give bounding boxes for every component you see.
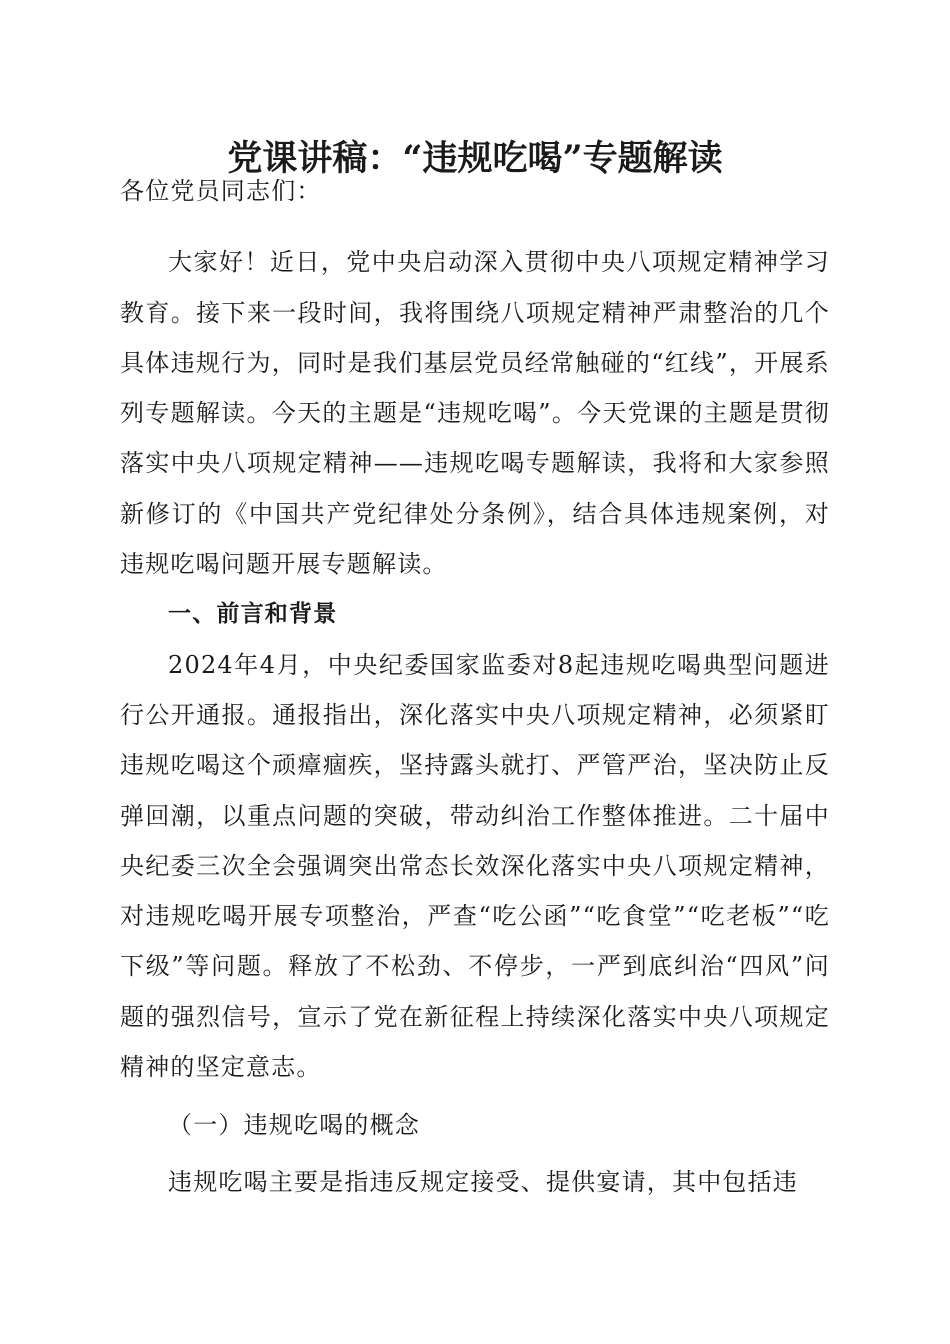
document-title: 党课讲稿：“违规吃喝”专题解读 <box>227 138 723 179</box>
concept-paragraph: 违规吃喝主要是指违反规定接受、提供宴请，其中包括违 <box>168 1167 798 1196</box>
subsection-heading-concept: （一）违规吃喝的概念 <box>168 1111 420 1140</box>
intro-paragraph: 大家好！近日，党中央启动深入贯彻中央八项规定精神学习教育。接下来一段时间，我将围绕八项规定精神严肃整治的几个具体违规行为，同时是我们基层党员经常触碰的“红线”，开展系列专题解读。今天的主题是“违规吃喝”。今天党课的主题是贯彻落实中央八项规定精神——违规吃喝专题解读，我将和大家参照新修订的《中国共产党纪律处分条例》，结合具体违规案例，对违规吃喝问题开展专题解读。 <box>120 248 830 579</box>
background-paragraph: 2024年4月，中央纪委国家监委对8起违规吃喝典型问题进行公开通报。通报指出，深化落实中央八项规定精神，必须紧盯违规吃喝这个顽瘴痼疾，坚持露头就打、严管严治，坚决防止反弹回潮，以重点问题的突破，带动纠治工作整体推进。二十届中央纪委三次全会强调突出常态长效深化落实中央八项规定精神，对违规吃喝开展专项整治，严查“吃公函”“吃食堂”“吃老板”“吃下级”等问题。释放了不松劲、不停步，一严到底纠治“四风”问题的强烈信号，宣示了党在新征程上持续深化落实中央八项规定精神的坚定意志。 <box>120 650 830 1082</box>
salutation: 各位党员同志们： <box>120 177 322 205</box>
document-body <box>120 166 830 1207</box>
section-heading-background: 一、前言和背景 <box>168 601 338 628</box>
